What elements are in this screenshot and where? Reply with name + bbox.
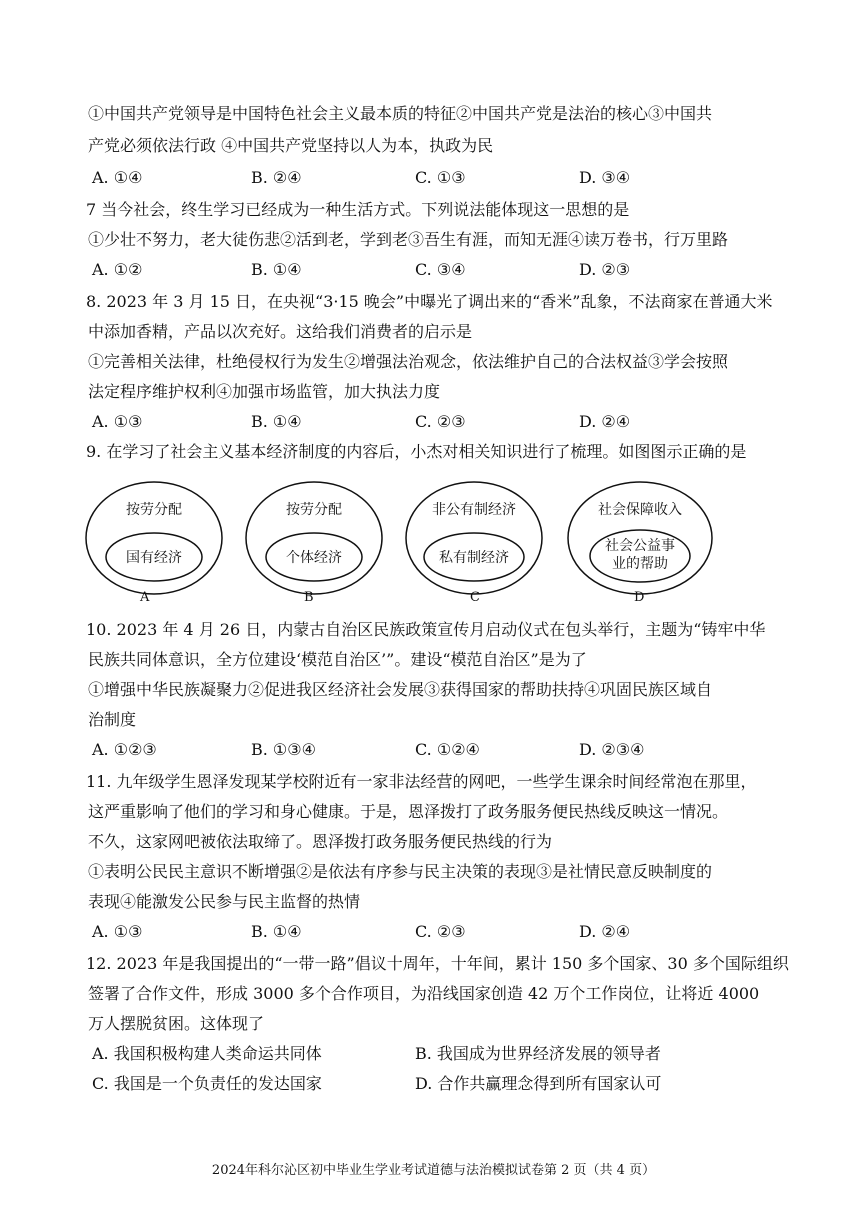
q7-option-d: D. ②③ <box>579 260 631 279</box>
q6-statement-line2: 产党必须依法行政 ④中国共产党坚持以人为本，执政为民 <box>88 136 494 155</box>
q6-option-c: C. ①③ <box>415 168 466 187</box>
q12-stem-line3: 万人摆脱贫困。这体现了 <box>88 1014 265 1033</box>
q8-option-a: A. ①③ <box>92 412 143 431</box>
q10-option-a: A. ①②③ <box>92 740 157 759</box>
q9-c-inner-label: 私有制经济 <box>439 550 509 566</box>
q9-b-inner-label: 个体经济 <box>286 550 342 566</box>
q10-option-c: C. ①②④ <box>415 740 480 759</box>
q9-a-outer-label: 按劳分配 <box>126 502 182 518</box>
q11-stem-line1: 11. 九年级学生恩泽发现某学校附近有一家非法经营的网吧，一些学生课余时间经常泡在那里， <box>86 772 757 791</box>
q9-letter-c: C <box>470 590 480 605</box>
q9-letter-a: A <box>140 590 150 605</box>
q12-option-b: B. 我国成为世界经济发展的领导者 <box>415 1044 661 1063</box>
q6-option-d: D. ③④ <box>579 168 631 187</box>
q7-stem: 7 当今社会，终生学习已经成为一种生活方式。下列说法能体现这一思想的是 <box>86 200 630 219</box>
q8-statement-line2: 法定程序维护权利④加强市场监管，加大执法力度 <box>88 382 441 401</box>
q12-option-a: A. 我国积极构建人类命运共同体 <box>92 1044 322 1063</box>
q9-diagram-set <box>84 478 724 608</box>
q10-stem-line2: 民族共同体意识，全方位建设‘模范自治区’”。建设“模范自治区”是为了 <box>88 650 587 669</box>
q11-stem-line3: 不久，这家网吧被依法取缔了。恩泽拨打政务服务便民热线的行为 <box>88 832 553 851</box>
q6-option-b: B. ②④ <box>251 168 302 187</box>
q11-option-b: B. ①④ <box>251 922 302 941</box>
q8-option-c: C. ②③ <box>415 412 466 431</box>
q9-d-outer-label: 社会保障收入 <box>598 502 682 518</box>
q9-diagram-a <box>86 482 222 594</box>
q11-option-a: A. ①③ <box>92 922 143 941</box>
q11-stem-line2: 这严重影响了他们的学习和身心健康。于是，恩泽拨打了政务服务便民热线反映这一情况。 <box>88 802 729 821</box>
q11-option-c: C. ②③ <box>415 922 466 941</box>
q12-option-c: C. 我国是一个负责任的发达国家 <box>92 1074 322 1093</box>
q10-statement-line2: 治制度 <box>88 710 137 729</box>
q8-statement-line1: ①完善相关法律，杜绝侵权行为发生②增强法治观念，依法维护自己的合法权益③学会按照 <box>88 352 729 371</box>
q10-option-b: B. ①③④ <box>251 740 316 759</box>
q10-statement-line1: ①增强中华民族凝聚力②促进我区经济社会发展③获得国家的帮助扶持④巩固民族区域自 <box>88 680 713 699</box>
q9-d-inner-label-line1: 社会公益事 <box>605 538 675 554</box>
q11-statement-line2: 表现④能激发公民参与民主监督的热情 <box>88 892 361 911</box>
q11-statement-line1: ①表明公民民主意识不断增强②是依法有序参与民主决策的表现③是社情民意反映制度的 <box>88 862 713 881</box>
q7-option-a: A. ①② <box>92 260 143 279</box>
q9-d-inner-label-line2: 业的帮助 <box>612 556 668 572</box>
q10-stem-line1: 10. 2023 年 4 月 26 日，内蒙古自治区民族政策宣传月启动仪式在包头举行，主题为“铸牢中华 <box>86 620 766 639</box>
q6-option-a: A. ①④ <box>92 168 143 187</box>
q9-c-outer-label: 非公有制经济 <box>432 502 516 518</box>
q8-stem-line1: 8. 2023 年 3 月 15 日，在央视“3·15 晚会”中曝光了调出来的“香米”乱象，不法商家在普通大米 <box>86 292 773 311</box>
q9-a-inner-label: 国有经济 <box>126 550 182 566</box>
q7-statement: ①少壮不努力，老大徒伤悲②活到老，学到老③吾生有涯，而知无涯④读万卷书，行万里路 <box>88 230 729 249</box>
q9-c-outer-ellipse <box>406 482 542 594</box>
q9-a-outer-ellipse <box>86 482 222 594</box>
q9-b-outer-ellipse <box>246 482 382 594</box>
q9-letter-d: D <box>634 590 645 605</box>
q12-stem-line1: 12. 2023 年是我国提出的“一带一路”倡议十周年，十年间，累计 150 多个国家、30 多个国际组织 <box>86 954 789 973</box>
page-footer: 2024年科尔沁区初中毕业生学业考试道德与法治模拟试卷第 2 页（共 4 页） <box>211 1163 656 1178</box>
q9-letter-b: B <box>304 590 314 605</box>
q12-stem-line2: 签署了合作文件，形成 3000 多个合作项目，为沿线国家创造 42 万个工作岗位，让将近 4000 <box>88 984 760 1003</box>
q9-diagram-d <box>568 482 712 594</box>
q12-option-d: D. 合作共赢理念得到所有国家认可 <box>415 1074 662 1093</box>
q9-diagram-b <box>246 482 382 594</box>
q7-option-b: B. ①④ <box>251 260 302 279</box>
q8-option-d: D. ②④ <box>579 412 631 431</box>
q11-option-d: D. ②④ <box>579 922 631 941</box>
q7-option-c: C. ③④ <box>415 260 466 279</box>
q6-statement-line1: ①中国共产党领导是中国特色社会主义最本质的特征②中国共产党是法治的核心③中国共 <box>88 104 713 123</box>
q9-stem: 9. 在学习了社会主义基本经济制度的内容后，小杰对相关知识进行了梳理。如图图示正确的是 <box>86 442 747 461</box>
q10-option-d: D. ②③④ <box>579 740 645 759</box>
q8-option-b: B. ①④ <box>251 412 302 431</box>
q9-b-outer-label: 按劳分配 <box>286 502 342 518</box>
q8-stem-line2: 中添加香精，产品以次充好。这给我们消费者的启示是 <box>88 322 473 341</box>
q9-diagram-c <box>406 482 542 594</box>
